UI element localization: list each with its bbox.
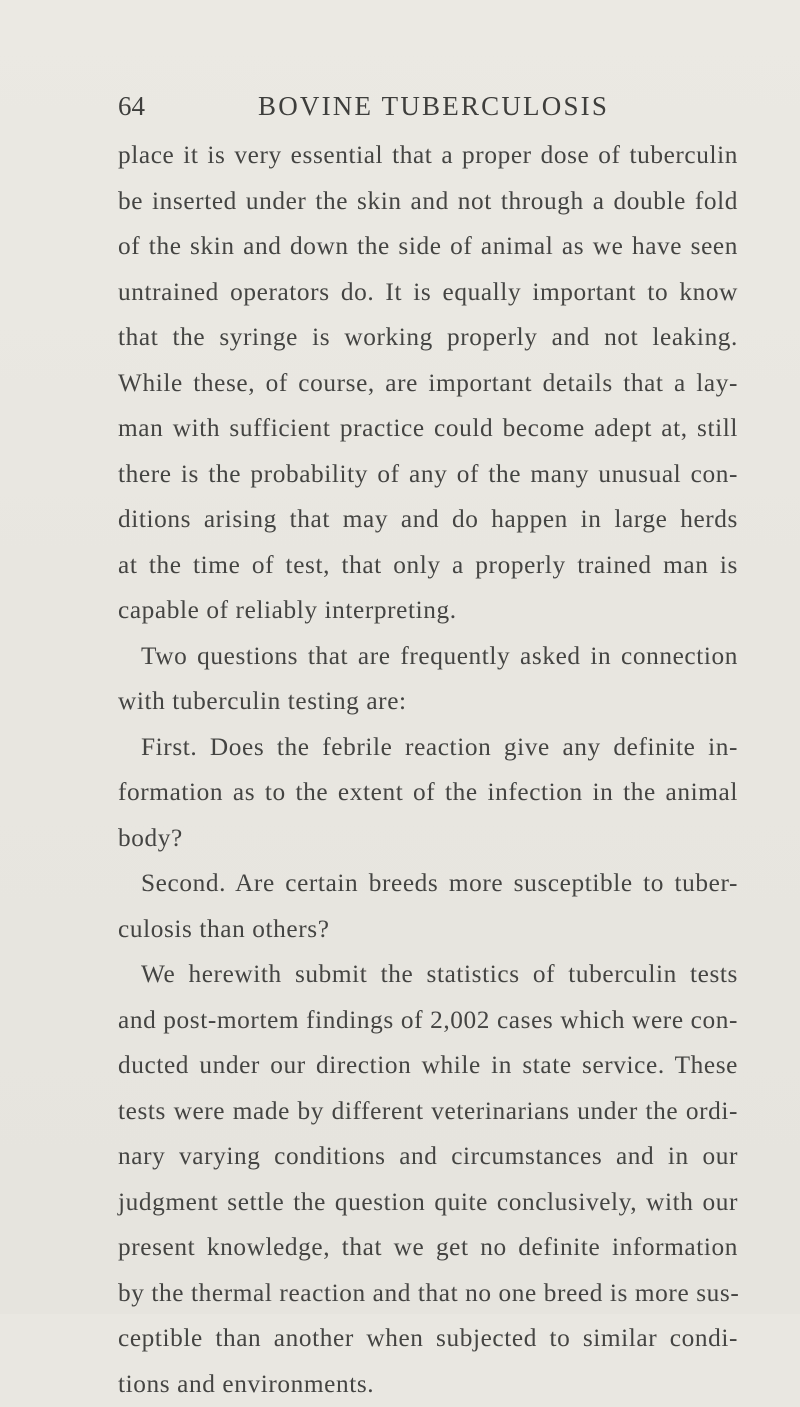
- page-number: 64: [118, 88, 145, 124]
- text-line: Two questions that are frequently asked in connection: [118, 634, 738, 680]
- text-line: place it is very essential that a proper dose of tuberculin: [118, 133, 738, 179]
- text-line: capable of reliably interpreting.: [118, 588, 738, 634]
- text-line: with tuberculin testing are:: [118, 679, 738, 725]
- text-line: formation as to the extent of the infection in the animal: [118, 770, 738, 816]
- running-head: [118, 88, 718, 124]
- text-line: at the time of test, that only a properly trained man is: [118, 543, 738, 589]
- running-title: BOVINE TUBERCULOSIS: [258, 88, 609, 124]
- text-line: While these, of course, are important details that a lay-: [118, 361, 738, 407]
- text-line: culosis than others?: [118, 907, 738, 953]
- text-line: ducted under our direction while in state service. These: [118, 1043, 738, 1089]
- text-line: by the thermal reaction and that no one breed is more sus-: [118, 1271, 738, 1317]
- text-line: judgment settle the question quite conclusively, with our: [118, 1180, 738, 1226]
- text-line: nary varying conditions and circumstances and in our: [118, 1134, 738, 1180]
- text-line: We herewith submit the statistics of tuberculin tests: [118, 952, 738, 998]
- text-line: ditions arising that may and do happen in large herds: [118, 497, 738, 543]
- text-line: tests were made by different veterinarians under the ordi-: [118, 1089, 738, 1135]
- body-text: [118, 133, 738, 1407]
- text-line: First. Does the febrile reaction give any definite in-: [118, 725, 738, 771]
- text-line: there is the probability of any of the many unusual con-: [118, 452, 738, 498]
- text-line: be inserted under the skin and not through a double fold: [118, 179, 738, 225]
- text-line: ceptible than another when subjected to similar condi-: [118, 1316, 738, 1362]
- text-line: that the syringe is working properly and not leaking.: [118, 315, 738, 361]
- text-line: Second. Are certain breeds more susceptible to tuber-: [118, 861, 738, 907]
- text-line: of the skin and down the side of animal as we have seen: [118, 224, 738, 270]
- text-line: body?: [118, 816, 738, 862]
- text-line: present knowledge, that we get no definite information: [118, 1225, 738, 1271]
- text-line: and post-mortem findings of 2,002 cases which were con-: [118, 998, 738, 1044]
- text-line: untrained operators do. It is equally important to know: [118, 270, 738, 316]
- text-line: tions and environments.: [118, 1362, 738, 1407]
- text-line: man with sufficient practice could become adept at, still: [118, 406, 738, 452]
